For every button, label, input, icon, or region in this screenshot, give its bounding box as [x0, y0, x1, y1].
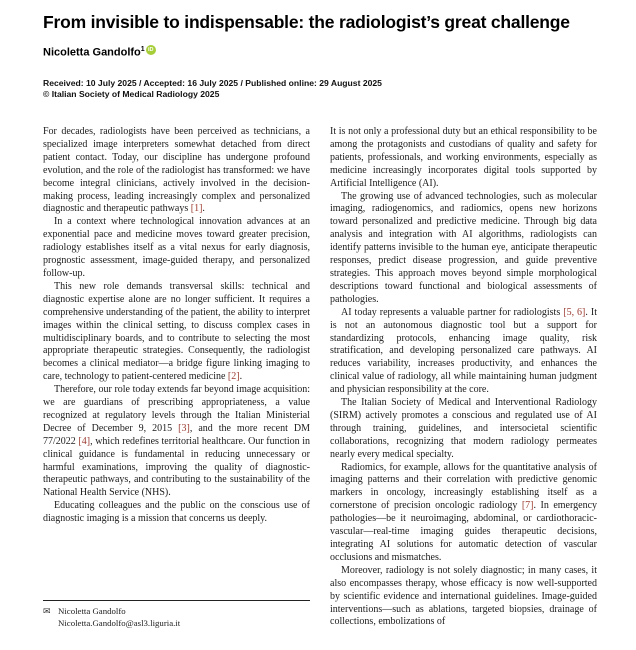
- paragraph: AI today represents a valuable partner for radiologists [5, 6]. It is not an autonomous diagnostic tool but a support for standardizing protocols, enhancing image quality, risk stratification, and developing personalized care pathways. AI reduces variability, increases productivity, and enhances the clinical value of radiology, all while maintaining human judgment and physician responsibility at the core.: [330, 306, 597, 396]
- citation-link[interactable]: [4]: [78, 435, 91, 447]
- paragraph: In a context where technological innovation advances at an exponential pace and medicine moves toward greater precision, radiology establishes itself as a vital nexus for early diagnosis, prognostic assessment, image-guided therapy, and personalized follow-up.: [43, 216, 310, 279]
- citation-link[interactable]: [3]: [178, 422, 190, 434]
- correspondent-name: Nicoletta Gandolfo: [58, 606, 126, 616]
- citation-link[interactable]: [7]: [521, 500, 534, 512]
- right-column: [330, 126, 597, 629]
- orcid-icon[interactable]: iD: [146, 45, 156, 55]
- author-name: Nicoletta Gandolfo: [43, 46, 141, 59]
- paragraph: Therefore, our role today extends far beyond image acquisition: we are guardians of prescribing appropriateness, a value recognized at regulatory levels through the Italian Ministerial Decree of December 9, 2015 [3], and the more recent DM 77/2022 [4], which redefines territorial healthcare. Our function in clinical guidance is fundamental in reducing unnecessary or harmful examinations, improving the quality of diagnostic-therapeutic pathways, and contributing to the sustainability of the National Health Service (NHS).: [43, 384, 311, 499]
- envelope-icon: ✉: [43, 606, 51, 616]
- paragraph: It is not only a professional duty but an ethical responsibility to be among the protagonists and custodians of quality and safety for patients, professionals, and working environments, especially as medicine increasingly incorporates digital tools supported by Artificial Intelligence (AI).: [330, 126, 597, 189]
- paragraph: Educating colleagues and the public on the conscious use of diagnostic imaging is a mission that concerns us deeply.: [43, 500, 310, 525]
- paragraph: Moreover, radiology is not solely diagnostic; in many cases, it also encompasses therapy, whose efficacy is now well-supported by scientific evidence and international guidelines. Image-guided interventions—such as ablations, targeted biopsies, drainage of collections, embolizations of: [330, 564, 597, 628]
- paragraph: For decades, radiologists have been perceived as technicians, a specialized image interpreters somewhat detached from direct patient contact. Today, our discipline has undergone profound evolution, and the role of the radiologist has transformed: we have become integral clinicians, actively involved in the decision-making process, leading increasingly complex and personalized diagnostic and therapeutic pathways [1].: [43, 126, 310, 215]
- paragraph: The growing use of advanced technologies, such as molecular imaging, radiogenomics, and radiomics, opens new horizons toward personalized and predictive medicine. Through big data analysis and integration with AI algorithms, radiologists can identify patterns invisible to the human eye, anticipate therapeutic responses, predict disease progression, and guide preventive strategies. This approach moves beyond simple morphological descriptions toward functional and biological assessments of pathologies.: [330, 190, 597, 305]
- citation-link[interactable]: [5, 6]: [563, 306, 586, 318]
- author-line: [43, 45, 156, 59]
- paragraph: Radiomics, for example, allows for the quantitative analysis of imaging patterns and their correlation with predictive genomic markers in oncology, increasingly establishing itself as a cornerstone of precision oncologic radiology [7]. In emergency pathologies—be it neuroimaging, abdominal, or cardiothoracic-vascular—real-time imaging guides therapeutic decisions, integrating AI solutions for automatic detection of vascular occlusions and mismatches.: [330, 461, 598, 563]
- copyright-line: © Italian Society of Medical Radiology 2025: [43, 89, 220, 99]
- paragraph: This new role demands transversal skills: technical and diagnostic expertise alone are no longer sufficient. It requires a comprehensive understanding of the patient, the ability to interpret images within the clinical setting, to discuss complex cases in multidisciplinary boards, and to contribute to selecting the most appropriate therapeutic strategies. Consequently, the radiologist becomes a clinical mediator—a bridge figure linking imaging to care, technology to patient-centered medicine [2].: [43, 280, 310, 383]
- paragraph: The Italian Society of Medical and Interventional Radiology (SIRM) actively promotes a conscious and regulated use of AI through training, guidelines, and intersocietal scientific collaborations, recognizing that modern radiology permeates nearly every medical specialty.: [330, 397, 597, 460]
- left-column: [43, 126, 310, 526]
- publication-dates: Received: 10 July 2025 / Accepted: 16 July 2025 / Published online: 29 August 2025: [43, 78, 382, 88]
- citation-link[interactable]: [2]: [227, 371, 240, 383]
- article-title: From invisible to indispensable: the radiologist’s great challenge: [43, 12, 570, 32]
- correspondence-footnote: [43, 600, 310, 629]
- citation-link[interactable]: [1]: [190, 203, 203, 215]
- correspondent-email[interactable]: Nicoletta.Gandolfo@asl3.liguria.it: [58, 617, 181, 628]
- author-affiliation-sup: 1: [140, 46, 145, 53]
